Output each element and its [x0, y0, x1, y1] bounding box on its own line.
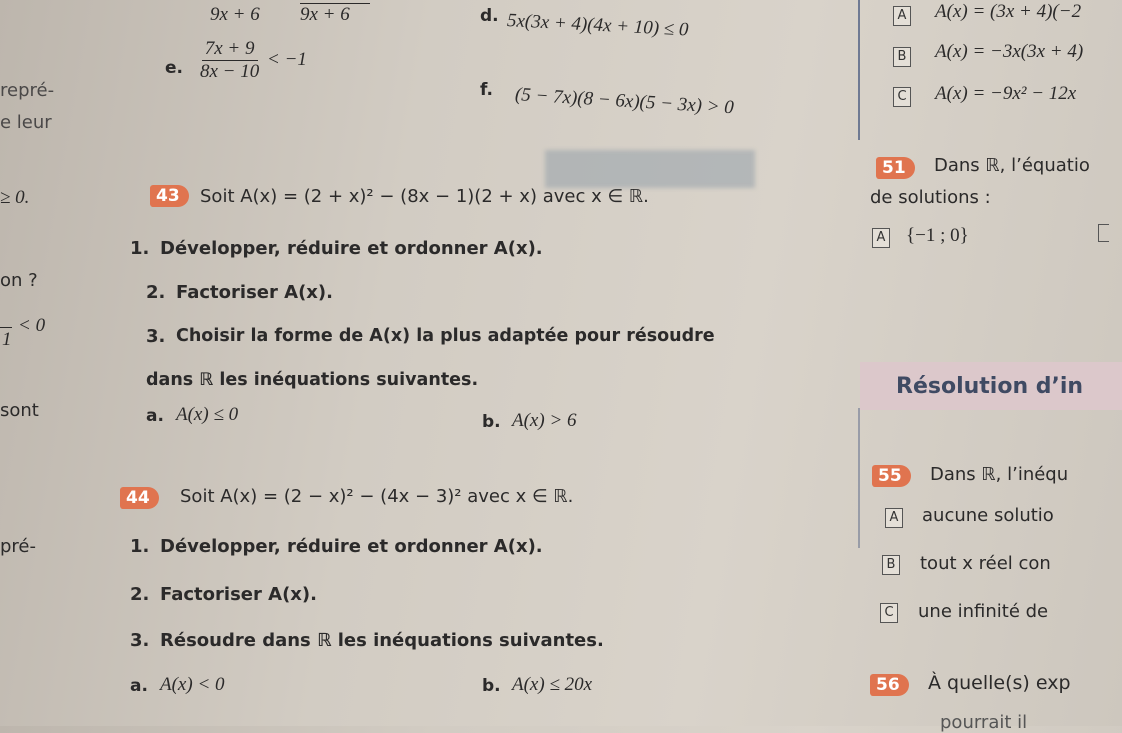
margin-fragment-3: ≥ 0. [0, 187, 30, 208]
ex44-q2: Factoriser A(x). [160, 584, 317, 605]
section-banner-title: Résolution d’in [896, 374, 1084, 399]
ex55-choice-a: aucune solutio [922, 505, 1054, 526]
fraction-bar [0, 327, 12, 328]
ex51-text-cont: de solutions : [870, 187, 991, 208]
top-frac-left-den: 9x + 6 [210, 4, 260, 25]
choice-b-expression: A(x) = −3x(3x + 4) [935, 41, 1084, 62]
ex43-q3-number: 3. [146, 326, 166, 347]
ex43-q3: Choisir la forme de A(x) la plus adaptée pour résoudre [176, 326, 715, 346]
ex44-q1: Développer, réduire et ordonner A(x). [160, 536, 543, 557]
item-e-fraction [197, 38, 307, 83]
ex43-number-badge [150, 185, 189, 207]
ex55-number: 55 [872, 465, 911, 487]
ex56-cut-text: pourrait il [940, 712, 1028, 733]
ex44-q3-number: 3. [130, 630, 150, 651]
ex55-choice-b-box: B [882, 555, 900, 575]
margin-op: < 0 [18, 315, 46, 336]
ex44-stem: Soit A(x) = (2 − x)² − (4x − 3)² avec x ∈ ℝ. [180, 486, 574, 507]
ex43-a: A(x) ≤ 0 [176, 404, 239, 425]
ex55-choice-c: une infinité de [918, 601, 1049, 622]
ex51-text: Dans ℝ, l’équatio [934, 155, 1090, 176]
ex43-number: 43 [150, 185, 189, 207]
choice-b-box: B [893, 47, 911, 67]
right-column-divider [858, 0, 860, 140]
ex55-choice-c-box: C [880, 603, 898, 623]
item-d-expression: 5x(3x + 4)(4x + 10) ≤ 0 [506, 10, 690, 41]
ex44-number: 44 [120, 487, 159, 509]
ex51-choice-b-box-partial [1098, 224, 1109, 242]
ex55-choice-a-box: A [885, 508, 903, 528]
choice-a-expression: A(x) = (3x + 4)(−2 [935, 1, 1082, 22]
margin-fragment-4: on ? [0, 270, 38, 291]
ex44-b-label: b. [482, 676, 501, 696]
ex56-number: 56 [870, 674, 909, 696]
ex43-stem: Soit A(x) = (2 + x)² − (8x − 1)(2 + x) avec x ∈ ℝ. [200, 186, 649, 207]
ex43-q1-number: 1. [130, 238, 150, 259]
ex55-choice-b: tout x réel con [920, 553, 1051, 574]
right-column-divider-lower [858, 408, 860, 548]
ex51-number-badge [876, 157, 915, 179]
top-frac-bar [300, 3, 370, 4]
e-denominator: 8x − 10 [200, 61, 260, 82]
ex44-a: A(x) < 0 [160, 674, 225, 695]
ex43-a-label: a. [146, 406, 164, 426]
margin-fragment-6: sont [0, 400, 39, 421]
choice-a-box: A [893, 6, 911, 26]
choice-c-expression: A(x) = −9x² − 12x [935, 83, 1077, 104]
ex44-q1-number: 1. [130, 536, 150, 557]
section-banner [860, 362, 1122, 410]
ex43-q1: Développer, réduire et ordonner A(x). [160, 238, 543, 259]
ex43-b: A(x) > 6 [512, 410, 577, 431]
ex44-q2-number: 2. [130, 584, 150, 605]
top-frac-right-den: 9x + 6 [300, 4, 350, 25]
ex44-number-badge [120, 487, 159, 509]
ex56-number-badge [870, 674, 909, 696]
item-f-label: f. [480, 80, 493, 100]
ex44-a-label: a. [130, 676, 148, 696]
ex51-choice-a-box: A [872, 228, 890, 248]
choice-c-box: C [893, 87, 911, 107]
e-numerator: 7x + 9 [202, 38, 258, 61]
ex51-number: 51 [876, 157, 915, 179]
margin-fragment-7: pré- [0, 536, 36, 557]
item-d-label: d. [480, 6, 499, 26]
margin-fragment-1: repré- [0, 80, 55, 101]
e-relation: < −1 [267, 48, 307, 70]
item-f-expression: (5 − 7x)(8 − 6x)(5 − 3x) > 0 [514, 84, 735, 119]
ex43-q2-number: 2. [146, 282, 166, 303]
ex43-q3-cont: dans ℝ les inéquations suivantes. [146, 370, 479, 390]
margin-fragment-2: e leur [0, 112, 52, 133]
ex44-b: A(x) ≤ 20x [512, 674, 593, 695]
ex43-q2: Factoriser A(x). [176, 282, 333, 303]
ex43-b-label: b. [482, 412, 501, 432]
ex51-choice-a: {−1 ; 0} [906, 225, 969, 246]
ex55-text: Dans ℝ, l’inéqu [930, 464, 1069, 485]
ex55-number-badge [872, 465, 911, 487]
item-e-label: e. [165, 58, 183, 78]
ex56-text: À quelle(s) exp [928, 672, 1071, 694]
ex44-q3: Résoudre dans ℝ les inéquations suivantes. [160, 630, 604, 651]
margin-den: 1 [2, 329, 12, 350]
shaded-band [545, 150, 755, 188]
